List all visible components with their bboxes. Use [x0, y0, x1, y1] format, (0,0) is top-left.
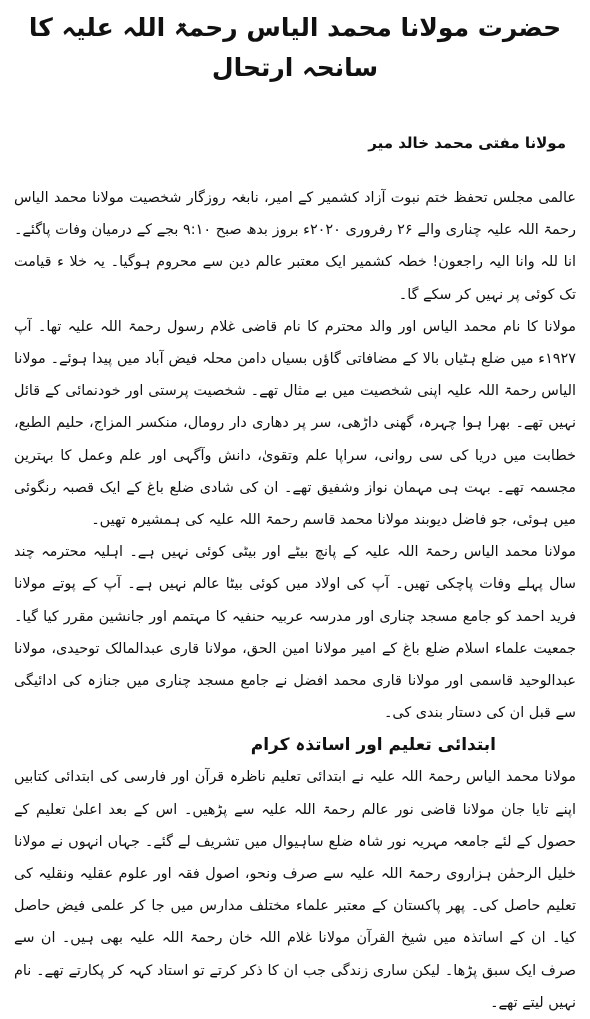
article-title: حضرت مولانا محمد الیاس رحمۃ اللہ علیہ کا سانحہ ارتحال — [28, 13, 562, 82]
section-heading: ابتدائی تعلیم اور اساتذہ کرام — [250, 735, 496, 756]
paragraph-1: عالمی مجلس تحفظ ختم نبوت آزاد کشمیر کے امیر، نابغہ روزگار شخصیت مولانا محمد الیاس رحمۃ اللہ علیہ چناری والے ۲۶ رفروری ۲۰۲۰ء بروز بدھ صبح ۹:۱۰ بجے کے درمیان وفات پاگئے۔ انا للہ وانا الیہ راجعون! خطہ کشمیر ایک معتبر عالم دین سے محروم ہوگیا۔ یہ خلا ء قیامت تک کوئی پر نہیں کر سکے گا۔ — [14, 190, 576, 303]
paragraph-2: مولانا کا نام محمد الیاس اور والد محترم کا نام قاضی غلام رسول رحمۃ اللہ علیہ تھا۔ آپ ۱۹۲۷ء میں ضلع ہٹیاں بالا کے مضافاتی گاؤں بسیاں دامن محلہ فیض آباد میں پیدا ہوئے۔ مولانا الیاس رحمۃ اللہ علیہ اپنی شخصیت میں بے مثال تھے۔ شخصیت پرستی اور خودنمائی کے قائل نہیں تھے۔ بھرا ہوا چہرہ، گھنی داڑھی، سر پر دھاری دار رومال، منکسر المزاج، حلیم الطبع، خطابت میں دریا کی سی روانی، سراپا علم وتقویٰ، دانش وآگہی اور علم وعمل کا بہترین مجسمہ تھے۔ بہت ہی مہمان نواز وشفیق تھے۔ ان کی شادی ضلع باغ کے ایک قصبہ رنگوئی میں ہوئی، جو فاضل دیوبند مولانا محمد قاسم رحمۃ اللہ علیہ کی ہمشیرہ تھیں۔ — [14, 318, 576, 529]
paragraph-3: مولانا محمد الیاس رحمۃ اللہ علیہ کے پانچ بیٹے اور بیٹی کوئی نہیں ہے۔ اہلیہ محترمہ چند سال پہلے وفات پاچکی تھیں۔ آپ کی اولاد میں کوئی بیٹا عالم نہیں ہے۔ آپ کے پوتے مولانا فرید احمد کو جامع مسجد چناری اور مدرسہ عربیہ حنفیہ کا مہتمم اور جانشین مقرر کیا گیا۔ جمعیت علماء اسلام ضلع باغ کے امیر مولانا امین الحق، مولانا قاری عبدالمالک توحیدی، مولانا عبدالوحید قاسمی اور مولانا قاری محمد افضل نے جامع مسجد چناری میں جنازہ کی ادائیگی سے قبل ان کی دستار بندی کی۔ — [14, 544, 576, 722]
article-body — [14, 182, 576, 1019]
author-name: مولانا مفتی محمد خالد میر — [368, 134, 566, 152]
paragraph-4: مولانا محمد الیاس رحمۃ اللہ علیہ نے ابتدائی تعلیم ناظرہ قرآن اور فارسی کی ابتدائی کتابیں اپنے تایا جان مولانا قاضی نور عالم رحمۃ اللہ علیہ سے پڑھیں۔ اس کے بعد اعلیٰ تعلیم کے حصول کے لئے جامعہ مہریہ نور شاہ ضلع ساہیوال میں تشریف لے گئے۔ جہاں انہوں نے مولانا خلیل الرحمٰن ہزاروی رحمۃ اللہ علیہ سے صرف ونحو، اصول فقہ اور علوم عقلیہ ونقلیہ کی تعلیم حاصل کی۔ پھر پاکستان کے معتبر علماء مختلف مدارس میں جا کر علمی فیض حاصل کیا۔ ان کے اساتذہ میں شیخ القرآن مولانا غلام اللہ خان رحمۃ اللہ علیہ بھی ہیں۔ ان سے صرف ایک سبق پڑھا۔ لیکن ساری زندگی جب ان کا ذکر کرتے تو استاد کہہ کر پکارتے تھے۔ نام نہیں لیتے تھے۔ — [14, 769, 576, 1011]
